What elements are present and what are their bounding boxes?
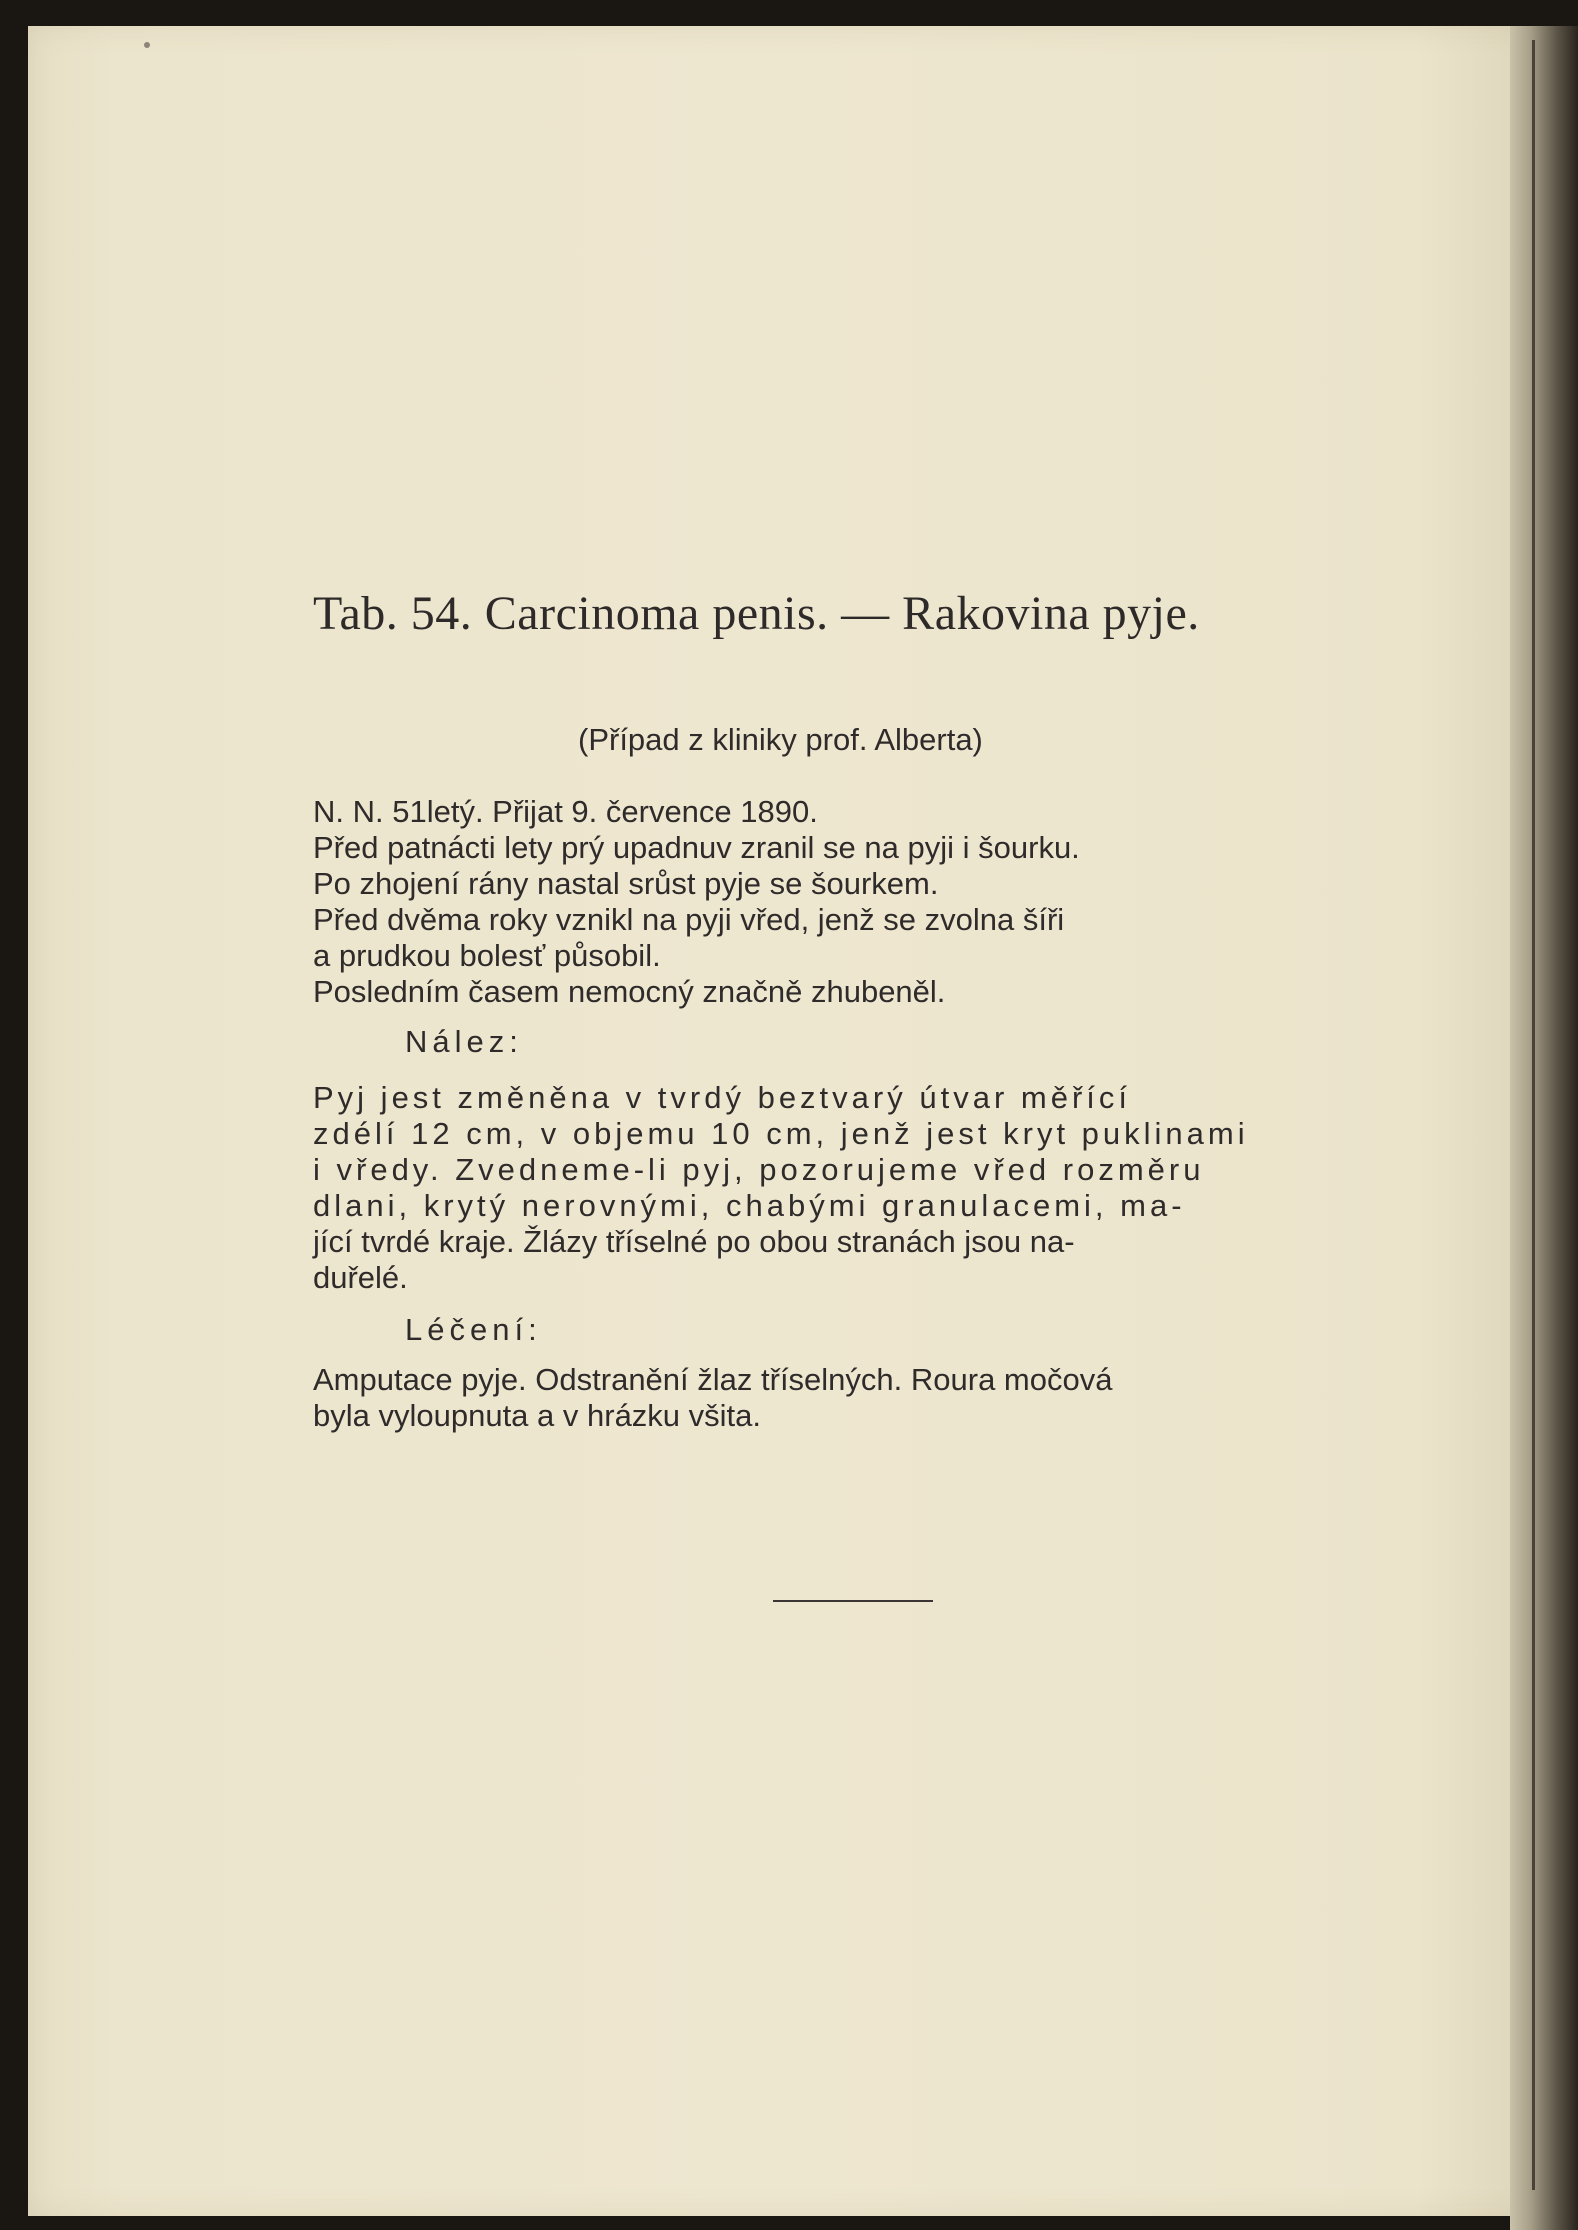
findings-line-1: Pyj jest změněna v tvrdý beztvarý útvar měřící [313,1080,1131,1115]
findings-line-4: dlani, krytý nerovnými, chabými granulacemi, ma- [313,1188,1186,1223]
paper-speck [144,42,150,48]
end-rule [773,1600,933,1602]
case-text-line-1: N. N. 51letý. Přijat 9. července 1890. [313,794,818,829]
case-source: (Případ z kliniky prof. Alberta) [578,722,983,757]
treatment-heading: Léčení: [405,1312,542,1347]
case-text-line-4: Před dvěma roky vznikl na pyji vřed, jenž se zvolna šíři [313,902,1065,937]
findings-heading: Nález: [405,1024,523,1059]
case-text-line-3: Po zhojení rány nastal srůst pyje se šourkem. [313,866,939,901]
binding-edge [1532,40,1535,2190]
case-text-line-2: Před patnácti lety prý upadnuv zranil se na pyji i šourku. [313,830,1080,865]
findings-line-3: i vředy. Zvedneme-li pyj, pozorujeme vřed rozměru [313,1152,1205,1187]
findings-line-2: zdélí 12 cm, v objemu 10 cm, jenž jest kryt puklinami [313,1116,1249,1151]
page-title: Tab. 54. Carcinoma penis. — Rakovina pyje. [313,587,1200,640]
case-text-line-5: a prudkou bolesť působil. [313,938,661,973]
page-edge [1510,26,1578,2230]
treatment-line-2: byla vyloupnuta a v hrázku všita. [313,1398,762,1433]
findings-line-5: jící tvrdé kraje. Žlázy tříselné po obou stranách jsou na- [313,1224,1075,1259]
findings-line-6: duřelé. [313,1260,408,1295]
treatment-line-1: Amputace pyje. Odstranění žlaz tříselných. Roura močová [313,1362,1113,1397]
case-text-line-6: Posledním časem nemocný značně zhubeněl. [313,974,946,1009]
